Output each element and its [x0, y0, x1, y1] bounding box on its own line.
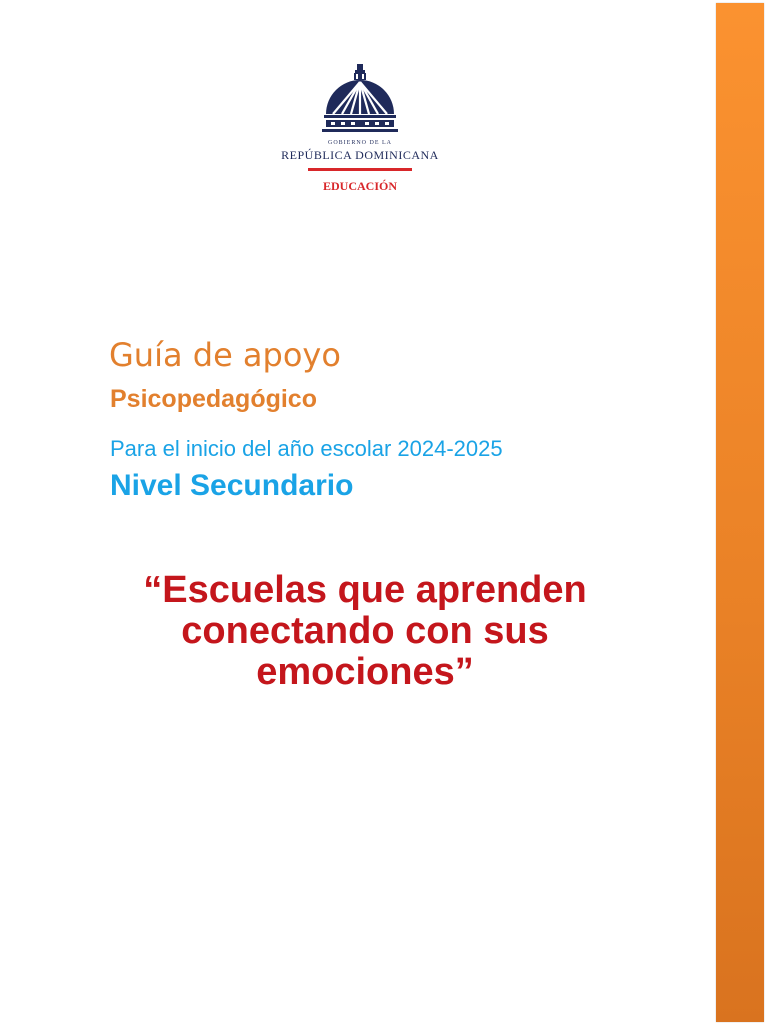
logo-divider — [308, 168, 412, 171]
dome-emblem-icon — [320, 62, 400, 140]
logo-country-text: REPÚBLICA DOMINICANA — [281, 148, 439, 162]
side-accent-bar — [716, 3, 764, 1022]
cover-title: Guía de apoyo — [109, 336, 341, 374]
cover-level: Nivel Secundario — [110, 469, 354, 502]
cover-school-year: Para el inicio del año escolar 2024-2025 — [110, 436, 503, 461]
cover-motto: “Escuelas que aprenden conectando con sus emociones” — [143, 569, 587, 693]
cover-title-subject: Psicopedagógico — [110, 385, 317, 413]
logo-government-text: GOBIERNO DE LA — [328, 140, 392, 146]
government-logo — [270, 62, 450, 202]
logo-department-text: EDUCACIÓN — [322, 179, 397, 193]
